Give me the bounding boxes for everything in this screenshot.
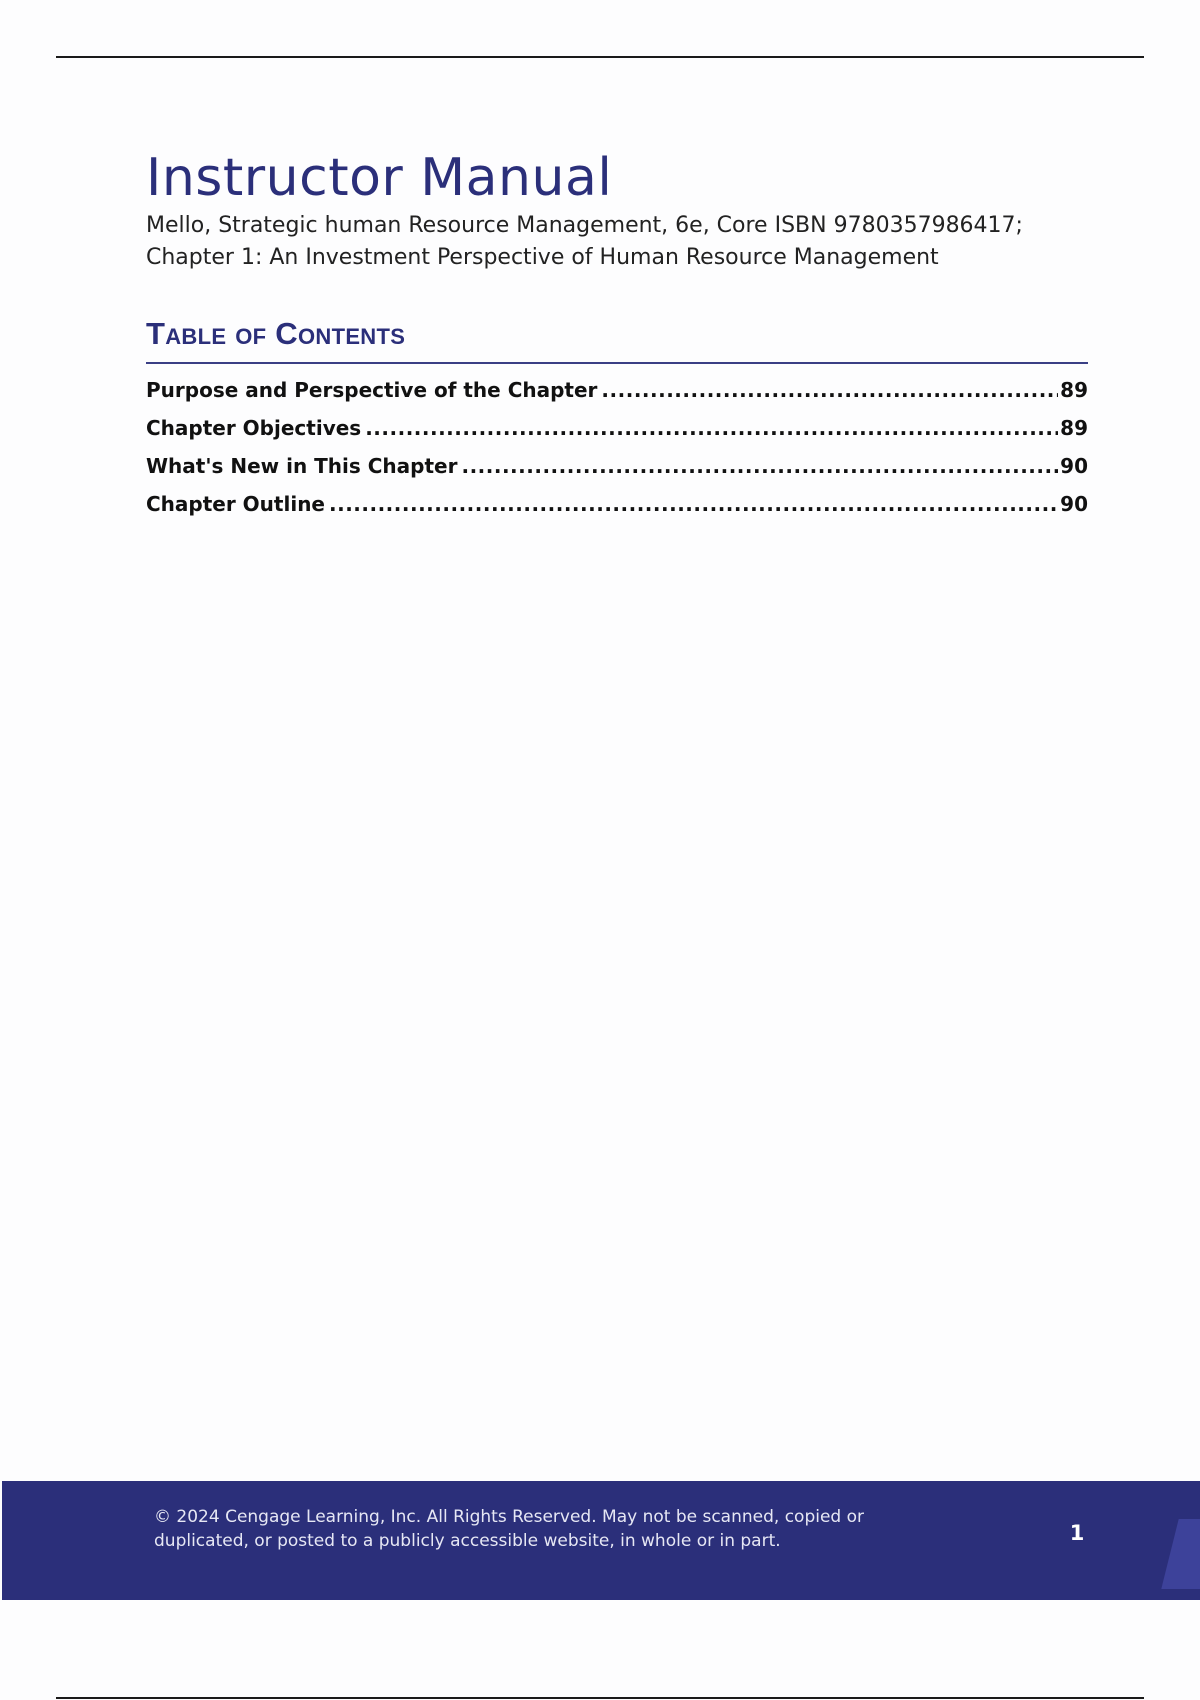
- document-title: Instructor Manual: [146, 148, 613, 208]
- bottom-rule: [56, 1697, 1144, 1699]
- toc-entry-page: 89: [1060, 378, 1088, 402]
- toc-entry-page: 89: [1060, 416, 1088, 440]
- toc-entry-whats-new[interactable]: [146, 454, 1088, 492]
- footer-band: [2, 1481, 1200, 1600]
- chapter-title: Chapter 1: An Investment Perspective of Human Resource Management: [146, 245, 939, 270]
- page-number: 1: [1069, 1521, 1085, 1545]
- document-header: [146, 146, 1096, 274]
- footer-decoration-shape: [1161, 1519, 1200, 1589]
- toc-entry-purpose[interactable]: [146, 378, 1088, 416]
- toc-entry-label: Purpose and Perspective of the Chapter: [146, 378, 598, 402]
- copyright-line-2: duplicated, or posted to a publicly accessible website, in whole or in part.: [154, 1531, 781, 1551]
- toc-dot-leader: [601, 378, 1058, 402]
- toc-entry-label: Chapter Outline: [146, 492, 325, 516]
- toc-entry-page: 90: [1060, 492, 1088, 516]
- toc-entry-page: 90: [1060, 454, 1088, 478]
- table-of-contents: [146, 316, 1088, 530]
- book-citation: Mello, Strategic human Resource Management, 6e, Core ISBN 9780357986417;: [146, 213, 1023, 238]
- toc-heading: Table of Contents: [146, 316, 1088, 364]
- toc-dot-leader: [329, 492, 1058, 516]
- top-rule: [56, 56, 1144, 58]
- toc-entry-objectives[interactable]: [146, 416, 1088, 454]
- toc-entry-label: What's New in This Chapter: [146, 454, 458, 478]
- toc-entry-outline[interactable]: [146, 492, 1088, 530]
- copyright-line-1: © 2024 Cengage Learning, Inc. All Rights Reserved. May not be scanned, copied or: [154, 1507, 865, 1527]
- toc-list: [146, 378, 1088, 530]
- toc-dot-leader: [461, 454, 1058, 478]
- copyright-notice: [154, 1505, 914, 1553]
- toc-entry-label: Chapter Objectives: [146, 416, 362, 440]
- toc-dot-leader: [365, 416, 1058, 440]
